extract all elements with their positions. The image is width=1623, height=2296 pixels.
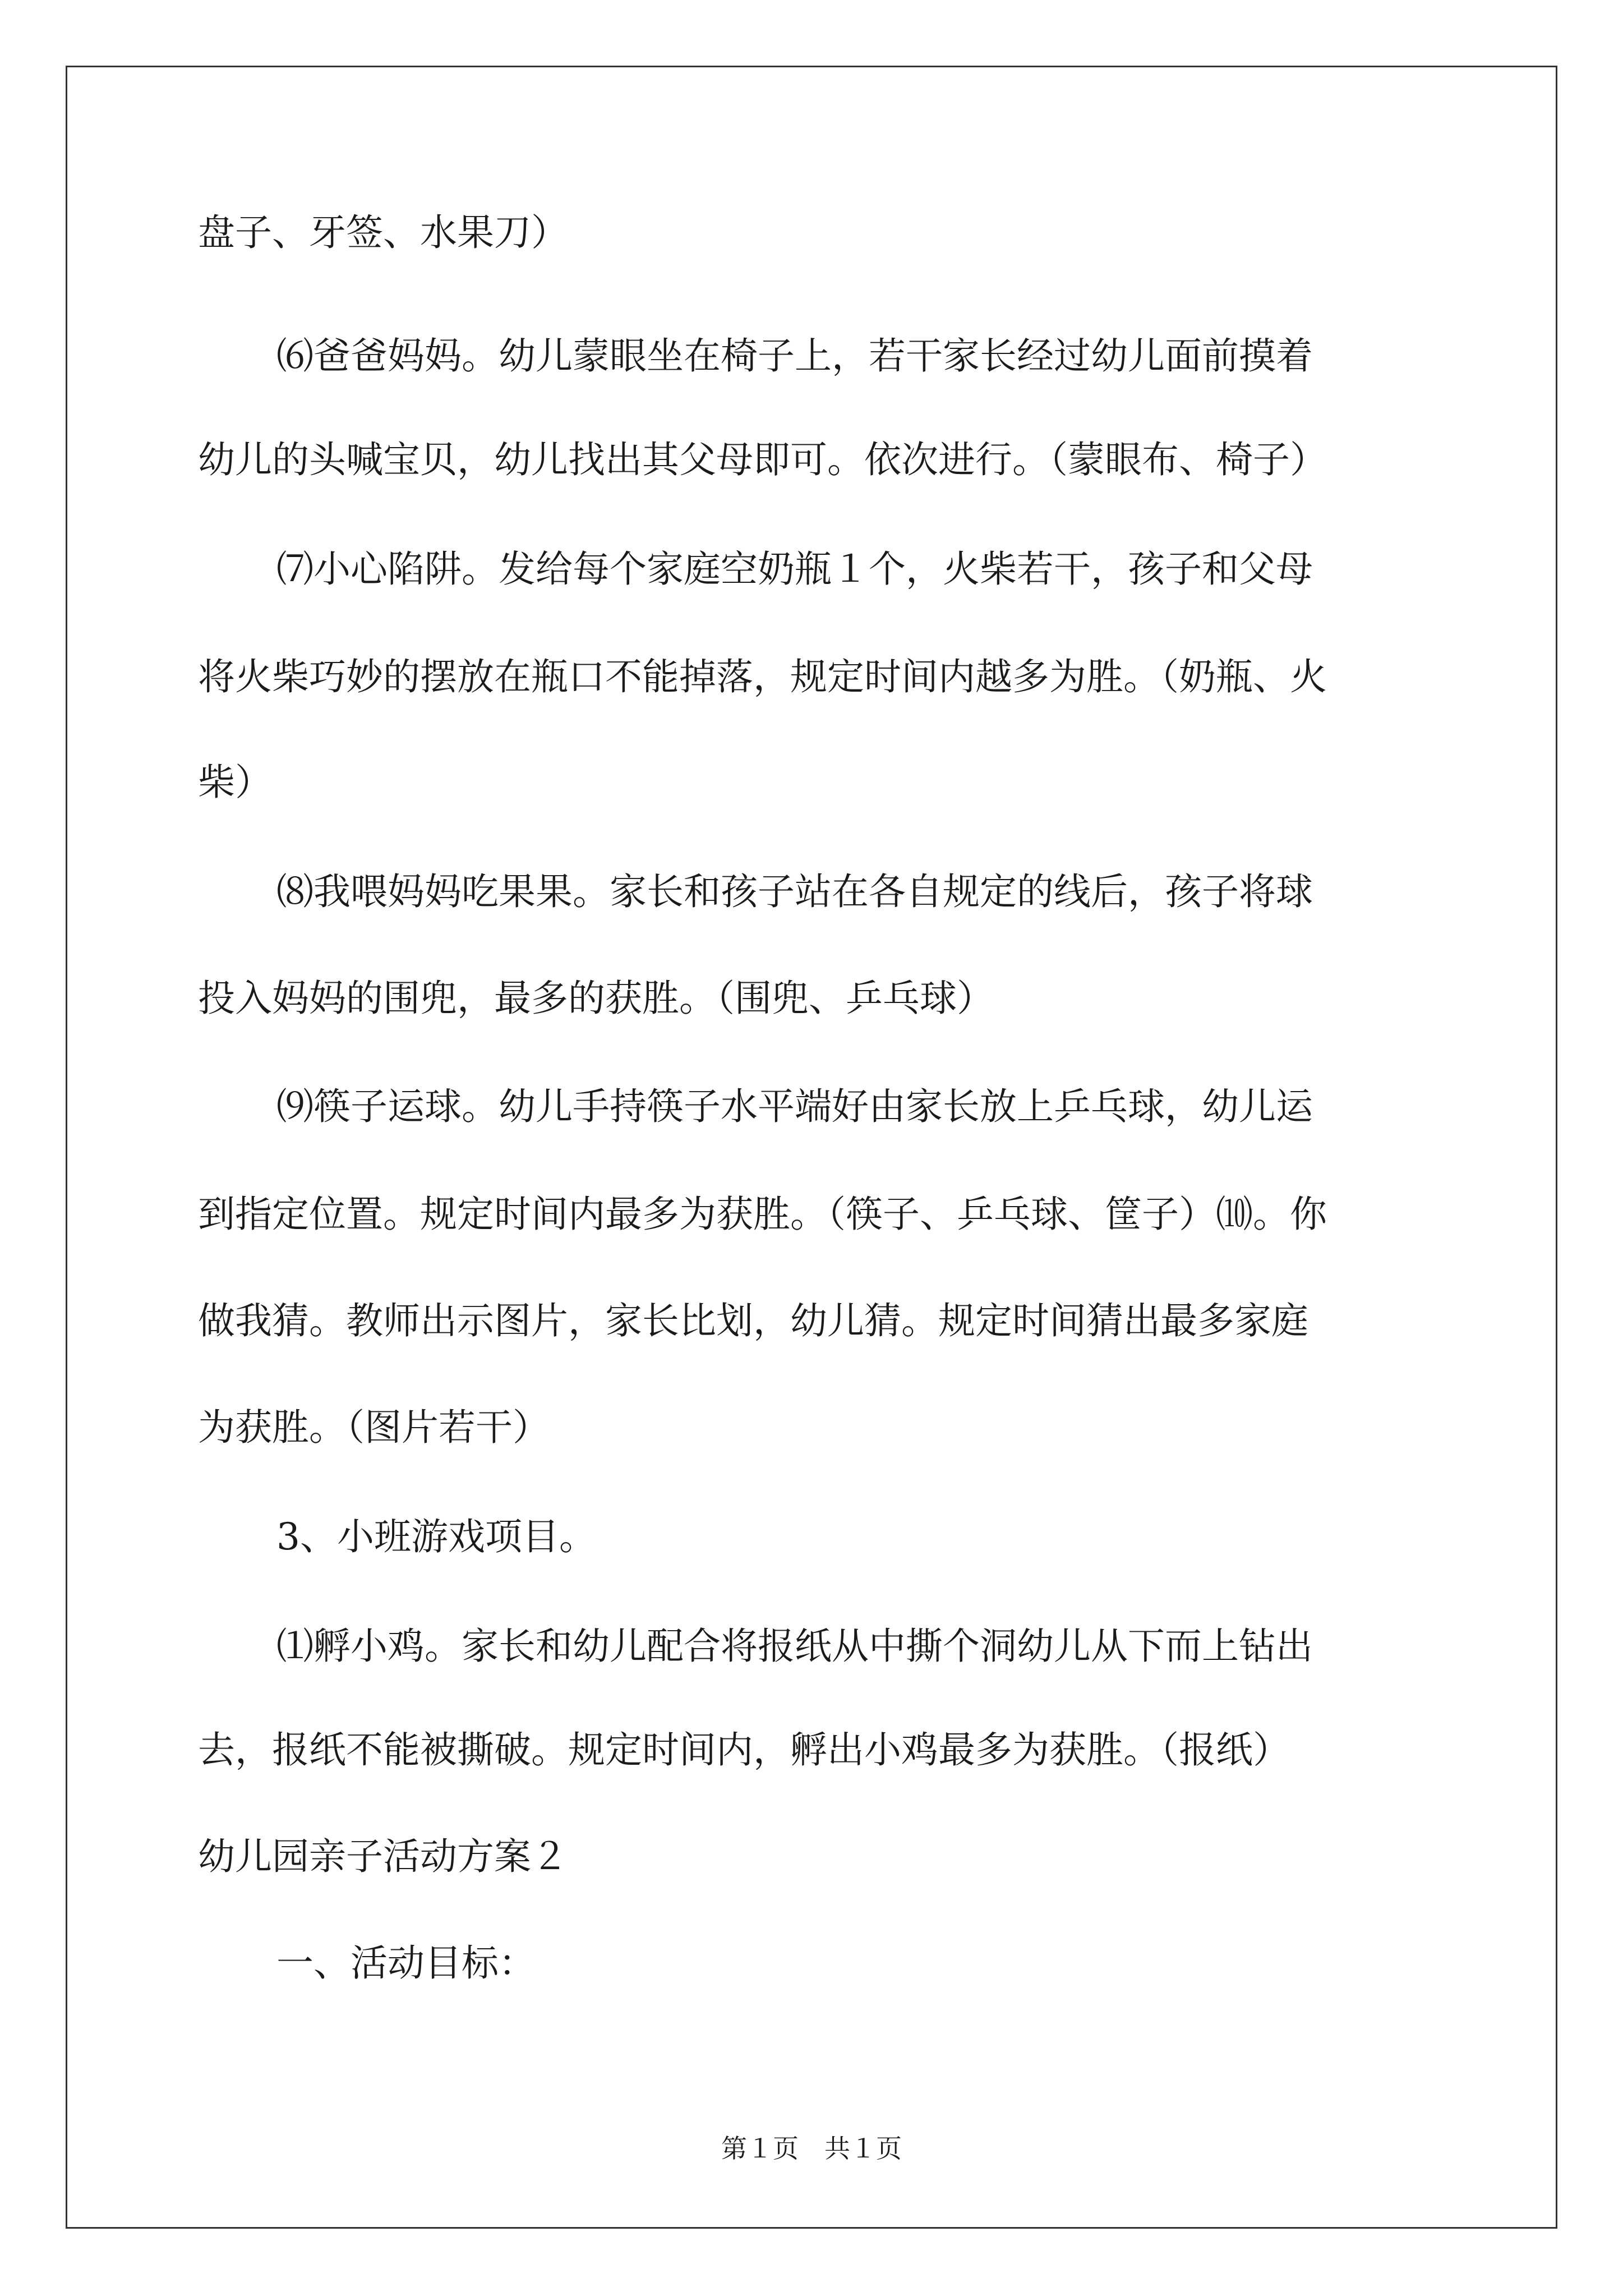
text-line: 到指定位置。规定时间内最多为获胜。（筷子、乒乓球、筐子）⑽。你 bbox=[198, 1193, 1327, 1236]
page-number-footer: 第１页 共１页 bbox=[721, 2133, 902, 2164]
document-title: 幼儿园亲子活动方案２ bbox=[198, 1835, 568, 1878]
text-line: ⑻我喂妈妈吃果果。家长和孩子站在各自规定的线后，孩子将球 bbox=[276, 870, 1313, 913]
text-line: 柴） bbox=[198, 761, 272, 804]
text-line: 为获胜。（图片若干） bbox=[198, 1406, 550, 1449]
section-heading: 一、活动目标： bbox=[276, 1941, 536, 1985]
text-line: 做我猜。教师出示图片，家长比划，幼儿猜。规定时间猜出最多家庭 bbox=[198, 1299, 1308, 1342]
text-line: ⑺小心陷阱。发给每个家庭空奶瓶１个，火柴若干，孩子和父母 bbox=[276, 547, 1313, 591]
text-line: 将火柴巧妙的摆放在瓶口不能掉落，规定时间内越多为胜。（奶瓶、火 bbox=[198, 655, 1327, 698]
text-line: 投入妈妈的围兜，最多的获胜。（围兜、乒乓球） bbox=[198, 977, 994, 1020]
text-line: ⑴孵小鸡。家长和幼儿配合将报纸从中撕个洞幼儿从下而上钻出 bbox=[276, 1625, 1313, 1668]
text-line: 盘子、牙签、水果刀） bbox=[198, 211, 568, 254]
text-line: 幼儿的头喊宝贝，幼儿找出其父母即可。依次进行。（蒙眼布、椅子） bbox=[198, 438, 1327, 481]
section-heading: 3、小班游戏项目。 bbox=[276, 1515, 596, 1558]
text-line: ⑹爸爸妈妈。幼儿蒙眼坐在椅子上，若干家长经过幼儿面前摸着 bbox=[276, 334, 1313, 378]
text-line: ⑼筷子运球。幼儿手持筷子水平端好由家长放上乒乓球，幼儿运 bbox=[276, 1085, 1313, 1128]
page-border bbox=[66, 66, 1557, 2229]
text-line: 去，报纸不能被撕破。规定时间内，孵出小鸡最多为获胜。（报纸） bbox=[198, 1728, 1290, 1772]
